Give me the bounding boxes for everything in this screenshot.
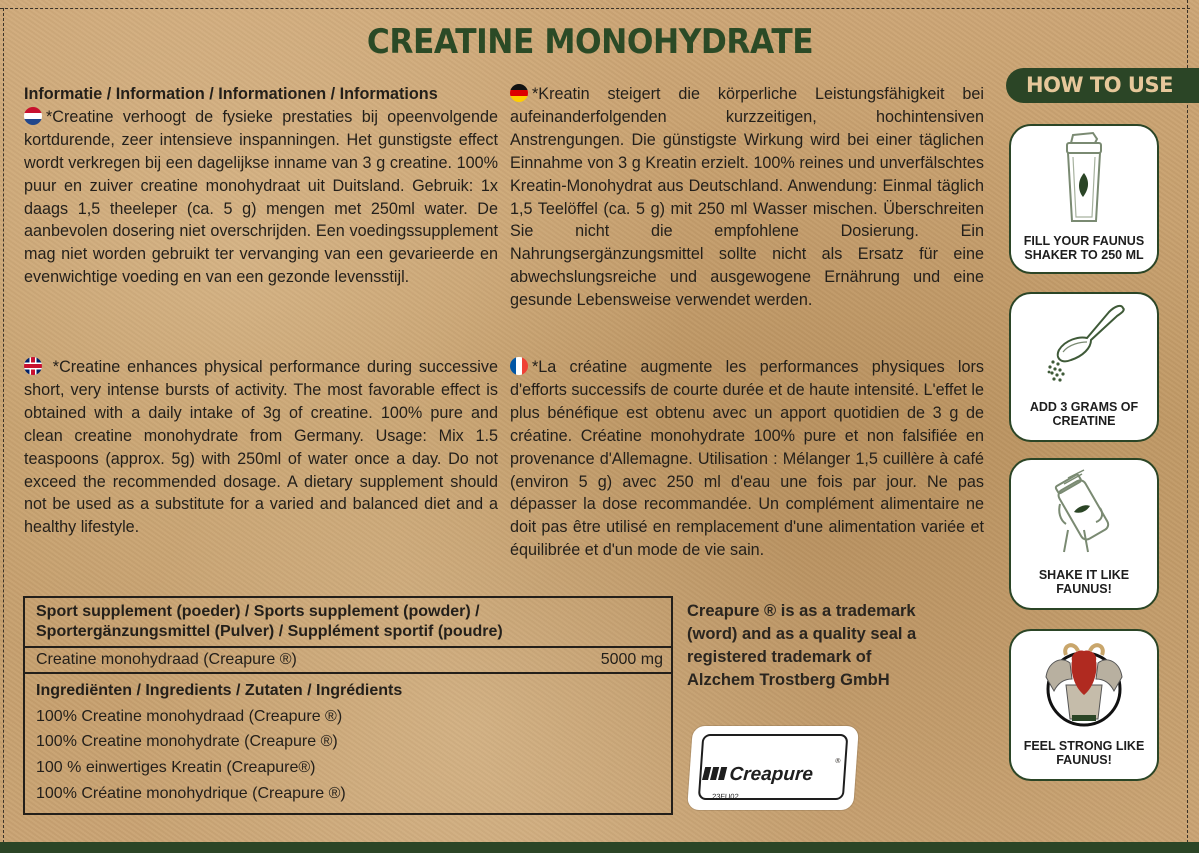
info-de-paragraph <box>510 83 984 312</box>
page-title: CREATINE MONOHYDRATE <box>366 22 814 62</box>
step-label: SHAKE IT LIKE FAUNUS! <box>1038 568 1130 596</box>
info-en-paragraph <box>24 356 498 539</box>
step-label: FEEL STRONG LIKE FAUNUS! <box>1023 739 1145 767</box>
ingredients-heading: Ingrediënten / Ingredients / Zutaten / Ingrédients <box>36 682 403 699</box>
info-de-text: *Kreatin steigert die körperliche Leistungsfähigkeit bei aufeinanderfolgenden kurzzeitigen, hochintensiven Anstrengungen. Die günstigste Wirkung wird bei einer täglichen Einnahme von 3 g Kreatin erzielt. 100% reines und unverfälschtes Kreatin-Monohydrat aus Deutschland. Anwendung: Einmal täglich 1,5 Teelöffel (ca. 5 g) mit 250 ml Wasser mischen. Überschreiten Sie nicht die empfohlene Dosierung. Ein Nahrungsergänzungsmittel sollte nicht als Ersatz für eine abwechslungsreiche und ausgewogene Ernährung und eine gesunde Lebensweise verwendet werden. <box>510 85 984 310</box>
table-header-line-1: Sport supplement (poeder) / Sports supplement (powder) / <box>36 603 480 620</box>
table-row-label: Creatine monohydraad (Creapure ®) <box>36 651 297 668</box>
step-feel-strong <box>1009 629 1159 781</box>
spoon-icon <box>1011 302 1157 392</box>
creapure-logo-text: Creapure <box>728 764 814 785</box>
step-fill-shaker <box>1009 124 1159 274</box>
nutrition-table <box>23 596 673 815</box>
info-de-section <box>510 83 984 312</box>
info-nl-paragraph <box>24 106 498 289</box>
ingredient-item: 100% Creatine monohydrate (Creapure ®) <box>36 733 338 751</box>
germany-flag-icon <box>510 84 528 102</box>
creapure-logo <box>703 764 814 786</box>
cut-line-right <box>1187 0 1188 853</box>
info-fr-paragraph <box>510 356 984 562</box>
info-heading: Informatie / Information / Informationen / Informations <box>24 85 438 103</box>
nutrition-table-header <box>25 598 671 648</box>
trademark-note: Creapure ® is as a trademark (word) and as a quality seal a registered trademark of Alzchem Trostberg GmbH <box>687 602 917 689</box>
ingredients-section <box>25 674 671 811</box>
registered-mark: ® <box>835 758 841 765</box>
step-label: ADD 3 GRAMS OF CREATINE <box>1029 400 1139 428</box>
uk-flag-icon <box>24 357 42 375</box>
bottom-green-bar <box>0 842 1199 853</box>
creapure-seal-frame <box>698 734 849 800</box>
cut-line-left <box>3 8 4 853</box>
step-shake <box>1009 458 1159 610</box>
shaker-icon <box>1011 134 1157 224</box>
creapure-bars-icon <box>703 764 729 786</box>
table-row <box>25 648 671 674</box>
faunus-mascot-icon <box>1011 639 1157 729</box>
info-en-section <box>24 356 498 539</box>
cut-line-top <box>0 8 1190 9</box>
table-header-line-2: Sportergänzungsmittel (Pulver) / Supplément sportif (poudre) <box>36 623 503 640</box>
step-label: FILL YOUR FAUNUS SHAKER TO 250 ML <box>1023 234 1145 262</box>
table-row-value: 5000 mg <box>600 651 663 668</box>
info-fr-text: *La créatine augmente les performances physiques lors d'efforts successifs de courte durée et de haute intensité. L'effet le plus bénéfique est obtenu avec un apport quotidien de 3 g de créatine. Créatine monohydrate 100% pure et non falsifiée en provenance d'Allemagne. Utilisation : Mélanger 1,5 cuillère à café (environ 5 g) avec 250 ml d'eau une fois par jour. Ne pas dépasser la dose recommandée. Un complément alimentaire ne doit pas être utilisé en remplacement d'une alimentation variée et équilibrée et d'un mode de vie sain. <box>510 358 984 560</box>
france-flag-icon <box>510 357 528 375</box>
step-add-creatine <box>1009 292 1159 442</box>
ingredient-item: 100% Creatine monohydraad (Creapure ®) <box>36 707 343 725</box>
info-nl-text: *Creatine verhoogt de fysieke prestaties bij opeenvolgende kortdurende, zeer intensieve inspanningen. Het gunstigste effect wordt verkregen bij een dagelijkse inname van 3 g creatine. 100% puur en zuiver creatine monohydraat uit Duitsland. Gebruik: 1x daags 1,5 theeleper (ca. 5 g) mengen met 250ml water. De aanbevolen dosering niet overschrijden. Een voedingssupplement mag niet worden gebruikt ter vervanging van een gevarieerde en evenwichtige voeding en van een gezonde levensstijl. <box>24 107 498 287</box>
how-to-use-heading: HOW TO USE <box>1006 68 1199 103</box>
ingredient-item: 100% Créatine monohydrique (Creapure ®) <box>36 784 346 802</box>
info-fr-section <box>510 356 984 562</box>
creapure-seal <box>687 726 859 810</box>
info-nl-section <box>24 83 498 289</box>
netherlands-flag-icon <box>24 107 42 125</box>
info-en-text: *Creatine enhances physical performance during successive short, very intense bursts of activity. The most favorable effect is obtained with a daily intake of 3g of creatine. 100% pure and clean creatine monohydrate from Germany. Usage: Mix 1.5 teaspoons (approx. 5g) with 250ml of water once a day. Do not exceed the recommended dosage. A dietary supplement should not be used as a substitute for a varied and balanced diet and a healthy lifestyle. <box>24 358 498 537</box>
creapure-code: 23FU02 <box>711 792 740 801</box>
ingredient-item: 100 % einwertiges Kreatin (Creapure®) <box>36 759 316 777</box>
shake-hand-icon <box>1011 468 1157 558</box>
